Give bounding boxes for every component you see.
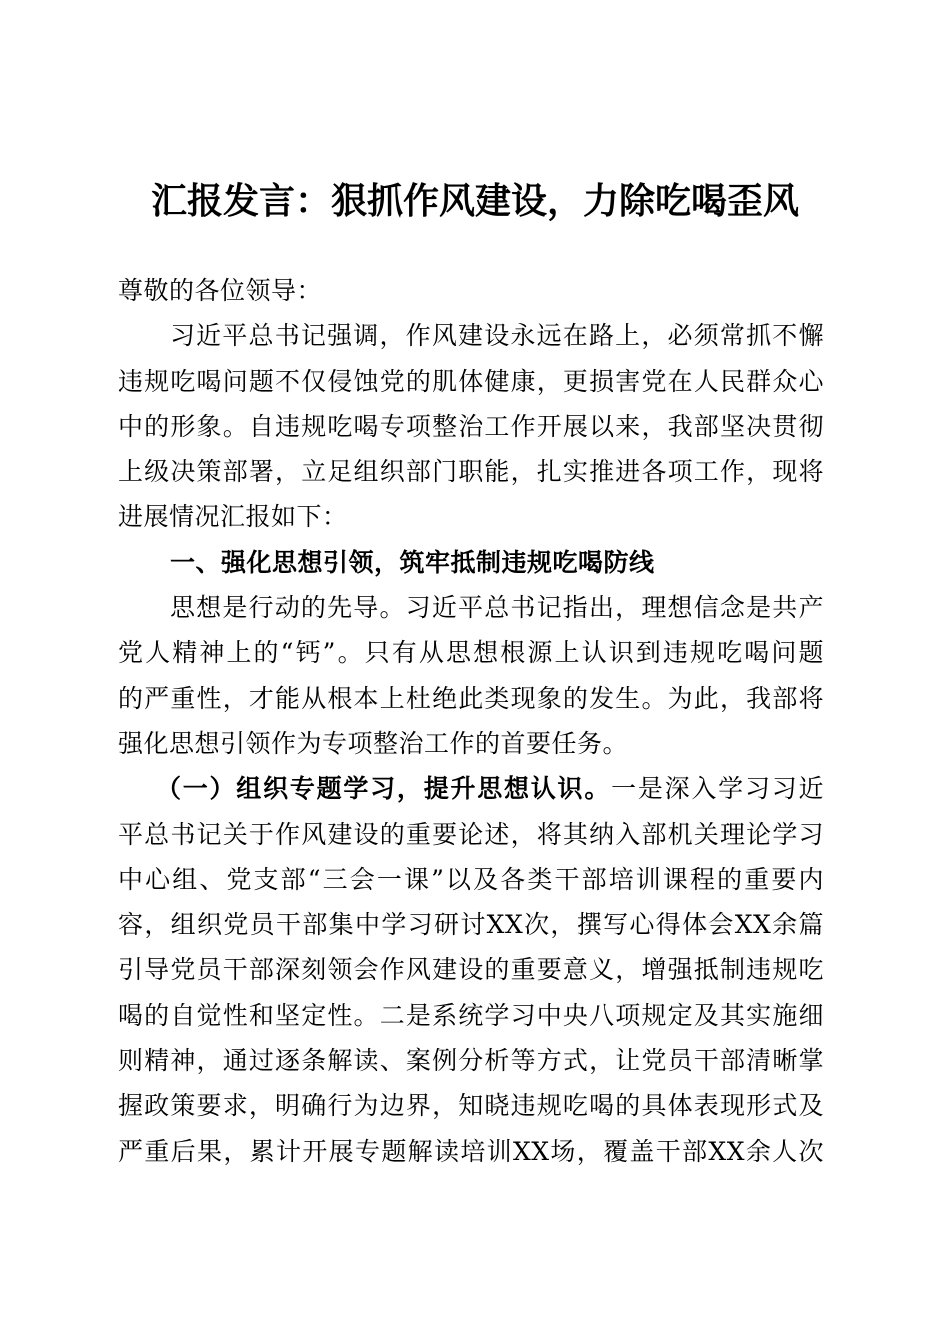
section1-line-3: 的严重性，才能从根本上杜绝此类现象的发生。为此，我部将 (118, 683, 824, 713)
document-title: 汇报发言：狠抓作风建设，力除吃喝歪风 (150, 180, 799, 222)
subsection1-first-line-rest: 一是深入学习习近 (611, 774, 824, 804)
intro-line-1: 习近平总书记强调，作风建设永远在路上，必须常抓不懈 (170, 321, 824, 351)
subsection1-line-9: 严重后果，累计开展专题解读培训XX场，覆盖干部XX余人次 (118, 1136, 824, 1166)
intro-line-2: 违规吃喝问题不仅侵蚀党的肌体健康，更损害党在人民群众心 (118, 366, 824, 396)
intro-line-3: 中的形象。自违规吃喝专项整治工作开展以来，我部坚决贯彻 (118, 411, 824, 441)
section1-line-1: 思想是行动的先导。习近平总书记指出，理想信念是共产 (170, 593, 824, 623)
subsection1-line-2: 平总书记关于作风建设的重要论述，将其纳入部机关理论学习 (118, 819, 824, 849)
intro-line-5: 进展情况汇报如下： (118, 502, 348, 532)
subsection1-line-7: 则精神，通过逐条解读、案例分析等方式，让党员干部清晰掌 (118, 1046, 824, 1076)
salutation: 尊敬的各位领导： (118, 276, 323, 305)
subsection1-line-5: 引导党员干部深刻领会作风建设的重要意义，增强抵制违规吃 (118, 955, 824, 985)
section1-line-4: 强化思想引领作为专项整治工作的首要任务。 (118, 728, 629, 758)
subsection1-line-8: 握政策要求，明确行为边界，知晓违规吃喝的具体表现形式及 (118, 1091, 824, 1121)
section1-line-2: 党人精神上的“钙”。只有从思想根源上认识到违规吃喝问题 (118, 638, 824, 668)
subsection1-line-6: 喝的自觉性和坚定性。二是系统学习中央八项规定及其实施细 (118, 1000, 824, 1030)
subsection1-line-4: 容，组织党员干部集中学习研讨XX次，撰写心得体会XX余篇 (118, 910, 824, 940)
subsection1-line-3: 中心组、党支部“三会一课”以及各类干部培训课程的重要内 (118, 864, 824, 894)
subsection1-first-line (118, 766, 824, 811)
section-heading-1: 一、强化思想引领，筑牢抵制违规吃喝防线 (170, 547, 655, 577)
subsection-heading-1: （一）组织专题学习，提升思想认识。 (156, 774, 612, 804)
document-body (118, 268, 824, 1174)
intro-line-4: 上级决策部署，立足组织部门职能，扎实推进各项工作，现将 (118, 457, 824, 487)
